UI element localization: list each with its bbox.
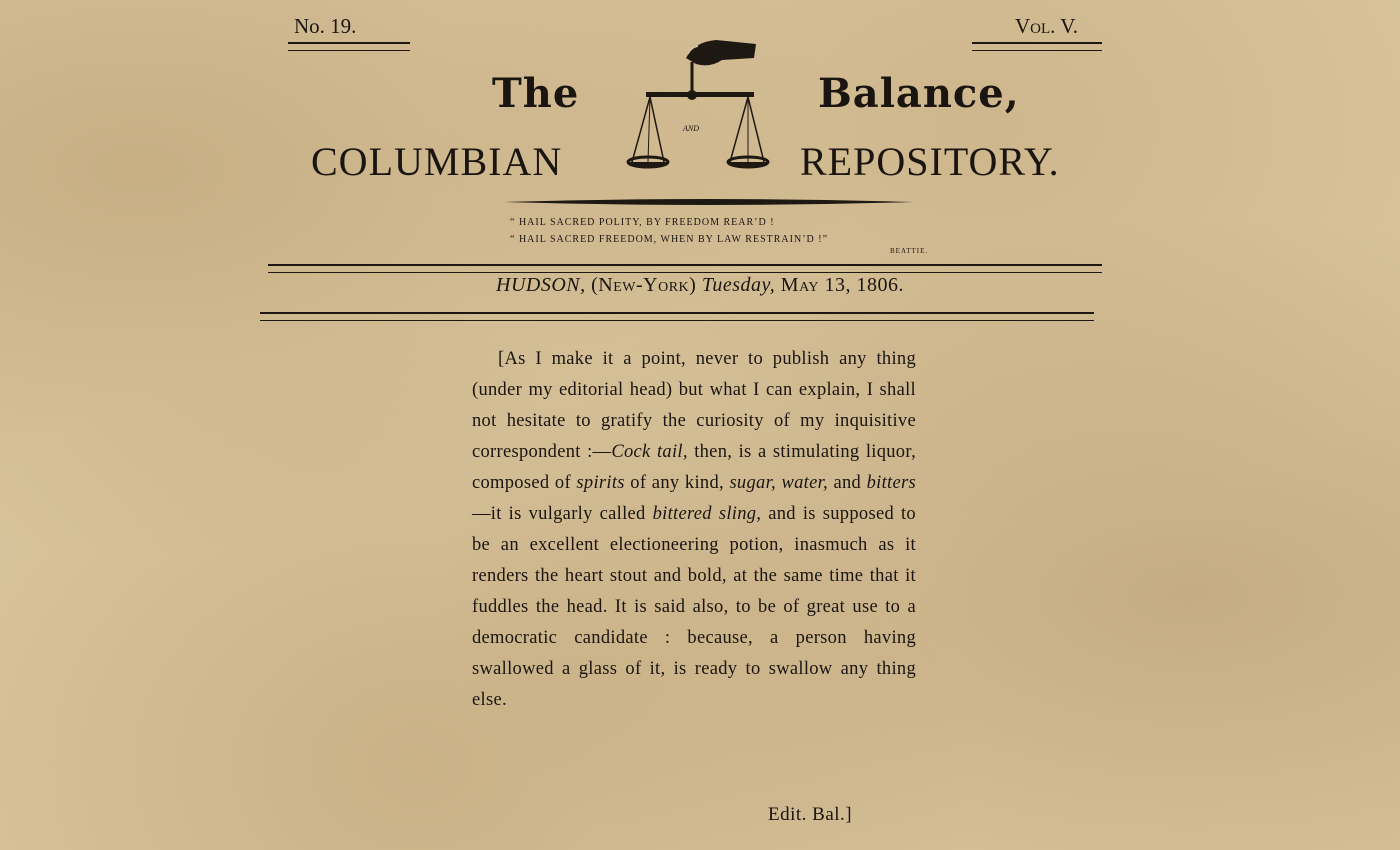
motto-author: BEATTIE. [890, 247, 929, 255]
ornamental-rule [504, 196, 914, 208]
issue-number-rule [288, 42, 410, 51]
masthead-title-repository: REPOSITORY. [800, 139, 1060, 184]
volume-number: Vol. V. [1015, 14, 1078, 38]
volume-number-rule [972, 42, 1102, 51]
dateline-state: (New-York) [591, 274, 697, 296]
dateline-place: HUDSON, [496, 274, 586, 296]
dateline-top-rule [268, 264, 1102, 273]
issue-number: No. 19. [294, 14, 357, 38]
masthead-title-and: AND [683, 124, 699, 133]
masthead-title-balance: Balance, [818, 70, 1020, 117]
balance-scales-emblem [618, 28, 782, 188]
dateline-date: May 13, 1806. [780, 274, 904, 296]
dateline [0, 274, 1400, 297]
masthead-title-columbian: COLUMBIAN [311, 139, 563, 184]
masthead-title-the: The [492, 70, 580, 117]
masthead-motto [510, 214, 828, 248]
dateline-weekday: Tuesday, [701, 274, 776, 296]
editor-signature: Edit. Bal.] [768, 804, 853, 825]
motto-line-1: “ HAIL SACRED POLITY, BY FREEDOM REAR’D ! [510, 217, 775, 228]
motto-line-2: “ HAIL SACRED FREEDOM, WHEN BY LAW RESTRAIN’D !” [510, 234, 829, 245]
article-body [472, 344, 916, 716]
article-paragraph: [As I make it a point, never to publish any thing (under my editorial head) but what I can explain, I shall not hesitate to gratify the curiosity of my inquisitive correspondent :—Cock tail, then, is a stimulating liquor, composed of spirits of any kind, sugar, water, and bitters—it is vulgarly called bittered sling, and is supposed to be an excellent electioneering potion, inasmuch as it renders the heart stout and bold, at the same time that it fuddles the head. It is said also, to be of great use to a democratic candidate : because, a person having swallowed a glass of it, is ready to swallow any thing else. [472, 349, 917, 710]
dateline-bottom-rule [260, 312, 1094, 321]
